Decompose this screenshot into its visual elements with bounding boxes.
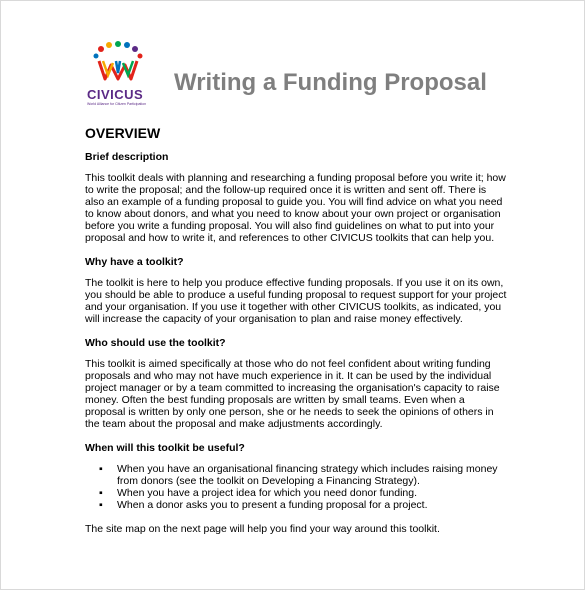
list-item — [85, 499, 507, 511]
bullet-icon: ▪ — [99, 463, 103, 475]
section-heading-when-useful: When will this toolkit be useful? — [85, 442, 245, 454]
bullet-icon: ▪ — [99, 487, 103, 499]
civicus-emblem-icon — [83, 39, 153, 87]
section-paragraph-who-should-use: This toolkit is aimed specifically at those who do not feel confident about writing funding proposals and who may not have much experience in it. It can be used by the individual project manager or by a team committed to increasing the organisation's capacity to raise money. Often the best funding proposals are written by small teams. Even when a proposal is written by only one person, she or he needs to seek the opinions of others in the team about the proposal and make adjustments accordingly. — [85, 358, 500, 430]
section-paragraph-why-toolkit: The toolkit is here to help you produce effective funding proposals. If you use it on its own, you should be able to produce a useful funding proposal to request support for your project and your organisation. If you use it together with other CIVICUS toolkits, as indicated, you will increase the capacity of your organisation to plan and raise money effectively. — [85, 277, 507, 325]
list-item — [85, 463, 507, 487]
civicus-logo — [83, 39, 163, 109]
overview-heading: OVERVIEW — [85, 125, 161, 141]
logo-wordmark: CIVICUS — [87, 87, 144, 102]
section-paragraph-brief-description: This toolkit deals with planning and researching a funding proposal before you write it; how to write the proposal; and the follow-up required once it is written and sent off. There is also an example of a funding proposal to guide you. You will find advice on what you need to know about donors, and what you need to know about your own project or organisation before you write a funding proposal. You will also find guidelines on what to put into your proposal and how to write it, and references to other CIVICUS toolkits that can help you. — [85, 172, 506, 244]
bullet-list — [85, 463, 507, 511]
document-body — [85, 125, 507, 547]
closing-paragraph: The site map on the next page will help you find your way around this toolkit. — [85, 523, 440, 535]
logo-tagline: World Alliance for Citizen Participation — [87, 102, 147, 106]
document-title: Writing a Funding Proposal — [174, 69, 487, 96]
list-item — [85, 487, 507, 499]
list-item-text: When you have a project idea for which you need donor funding. — [117, 487, 418, 499]
section-heading-why-toolkit: Why have a toolkit? — [85, 256, 184, 268]
section-heading-who-should-use: Who should use the toolkit? — [85, 337, 226, 349]
list-item-text: When a donor asks you to present a funding proposal for a project. — [117, 499, 428, 511]
section-heading-brief-description: Brief description — [85, 151, 169, 163]
bullet-icon: ▪ — [99, 499, 103, 511]
list-item-text: When you have an organisational financing strategy which includes raising money from donors (see the toolkit on Developing a Financing Strategy). — [117, 463, 498, 487]
